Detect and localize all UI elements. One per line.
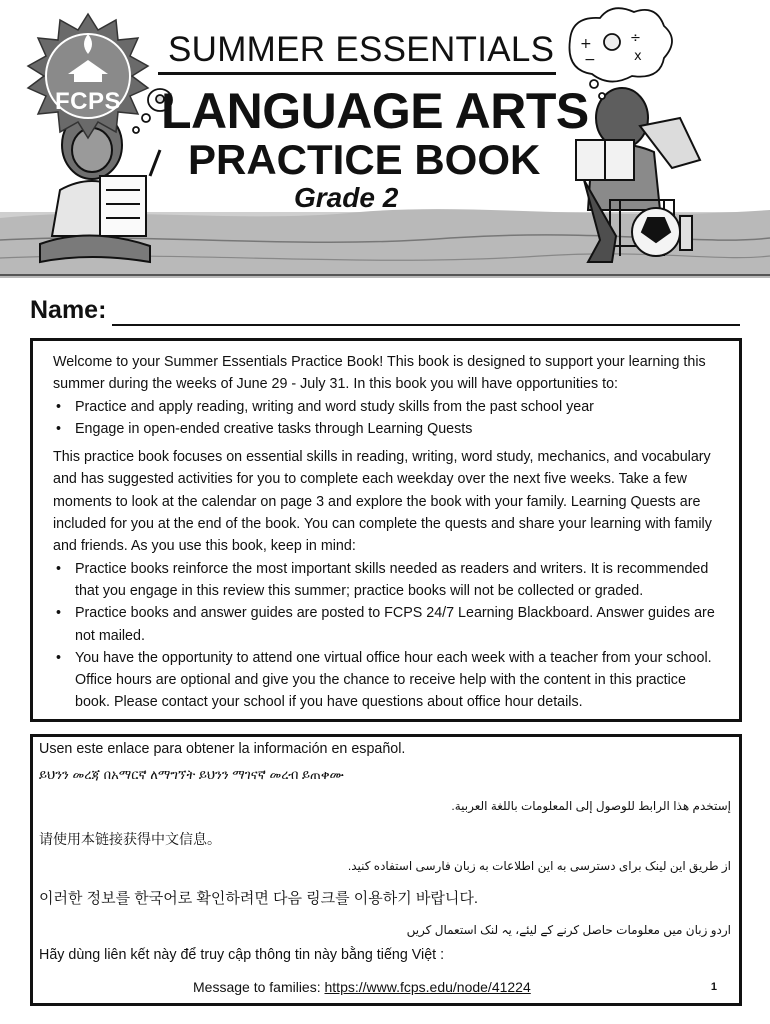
title-practice-book: PRACTICE BOOK xyxy=(188,136,541,183)
welcome-intro: Welcome to your Summer Essentials Practice Book! This book is designed to support your learning this summer during the weeks of June 29 - July 31. In this book you will have opportunities to: xyxy=(53,354,706,393)
welcome-box xyxy=(30,338,742,722)
list-item: • Engage in open-ended creative tasks through Learning Quests xyxy=(56,420,473,437)
list-item: • Practice books and answer guides are posted to FCPS 24/7 Learning Blackboard. Answer guides are not mailed. xyxy=(56,605,715,644)
page-number: 1 xyxy=(710,981,717,993)
message-to-families xyxy=(193,979,531,995)
spanish-link-text[interactable]: Usen este enlace para obtener la información en español. xyxy=(39,741,406,757)
keep-in-mind-list xyxy=(53,558,723,714)
message-label: Message to families: xyxy=(193,979,321,995)
farsi-link-text[interactable]: از طریق این لینک برای دسترسی به این اطلاعات به زبان فارسی استفاده کنید. xyxy=(347,859,731,873)
svg-text:x: x xyxy=(634,49,642,64)
welcome-focus: This practice book focuses on essential skills in reading, writing, word study, mechanics, and vocabulary and has suggested activities for you to complete each weekday over the next five weeks. Take a few moments to look at the calendar on page 3 and explore the book with your family. Learning Quests are included for you at the end of the book. You can complete the quests and share your learning with family and friends. As you use this book, keep in mind: xyxy=(53,449,712,555)
fcps-logo xyxy=(24,12,152,140)
korean-link-text[interactable]: 이러한 정보를 한국어로 확인하려면 다음 링크를 이용하기 바랍니다. xyxy=(39,890,479,907)
svg-text:+: + xyxy=(580,36,592,52)
opportunities-list xyxy=(53,396,723,441)
list-item: • Practice books reinforce the most important skills needed as readers and writers. It is recommended that you engage in this review this summer; practice books will not be collected or graded. xyxy=(56,560,709,599)
list-item: • You have the opportunity to attend one virtual office hour each week with a teacher from your school. Office hours are optional and give you the chance to receive help with the content in this practice book. Please contact your school if you have questions about office hour details. xyxy=(56,649,712,711)
logo-text: FCPS xyxy=(55,88,122,115)
urdu-link-text[interactable]: اردو زبان میں معلومات حاصل کرنے کے لیئے، یہ لنک استعمال کریں xyxy=(406,923,731,937)
vietnamese-link-text[interactable]: Hãy dùng liên kết này để truy cập thông tin này bằng tiếng Việt : xyxy=(39,947,445,963)
grade-label: Grade 2 xyxy=(294,182,399,213)
name-write-line[interactable] xyxy=(112,324,740,326)
title-summer-essentials: SUMMER ESSENTIALS xyxy=(168,30,555,69)
cover-header xyxy=(0,0,770,278)
list-item: • Practice and apply reading, writing and word study skills from the past school year xyxy=(56,398,594,415)
language-links-box xyxy=(30,734,742,1006)
amharic-link-text[interactable]: ይህንን መረጃ በአማርኛ ለማግኘት ይህንን ማገናኛ መረብ ይጠቀሙ xyxy=(39,767,344,782)
families-link[interactable]: https://www.fcps.edu/node/41224 xyxy=(324,979,531,995)
title-divider xyxy=(158,72,556,75)
svg-text:÷: ÷ xyxy=(630,31,641,46)
chinese-link-text[interactable]: 请使用本链接获得中文信息。 xyxy=(39,831,221,847)
svg-text:−: − xyxy=(584,52,596,68)
title-language-arts: LANGUAGE ARTS xyxy=(161,83,589,139)
name-label: Name: xyxy=(30,296,107,324)
arabic-link-text[interactable]: إستخدم هذا الرابط للوصول إلى المعلومات باللغة العربية. xyxy=(451,799,731,813)
